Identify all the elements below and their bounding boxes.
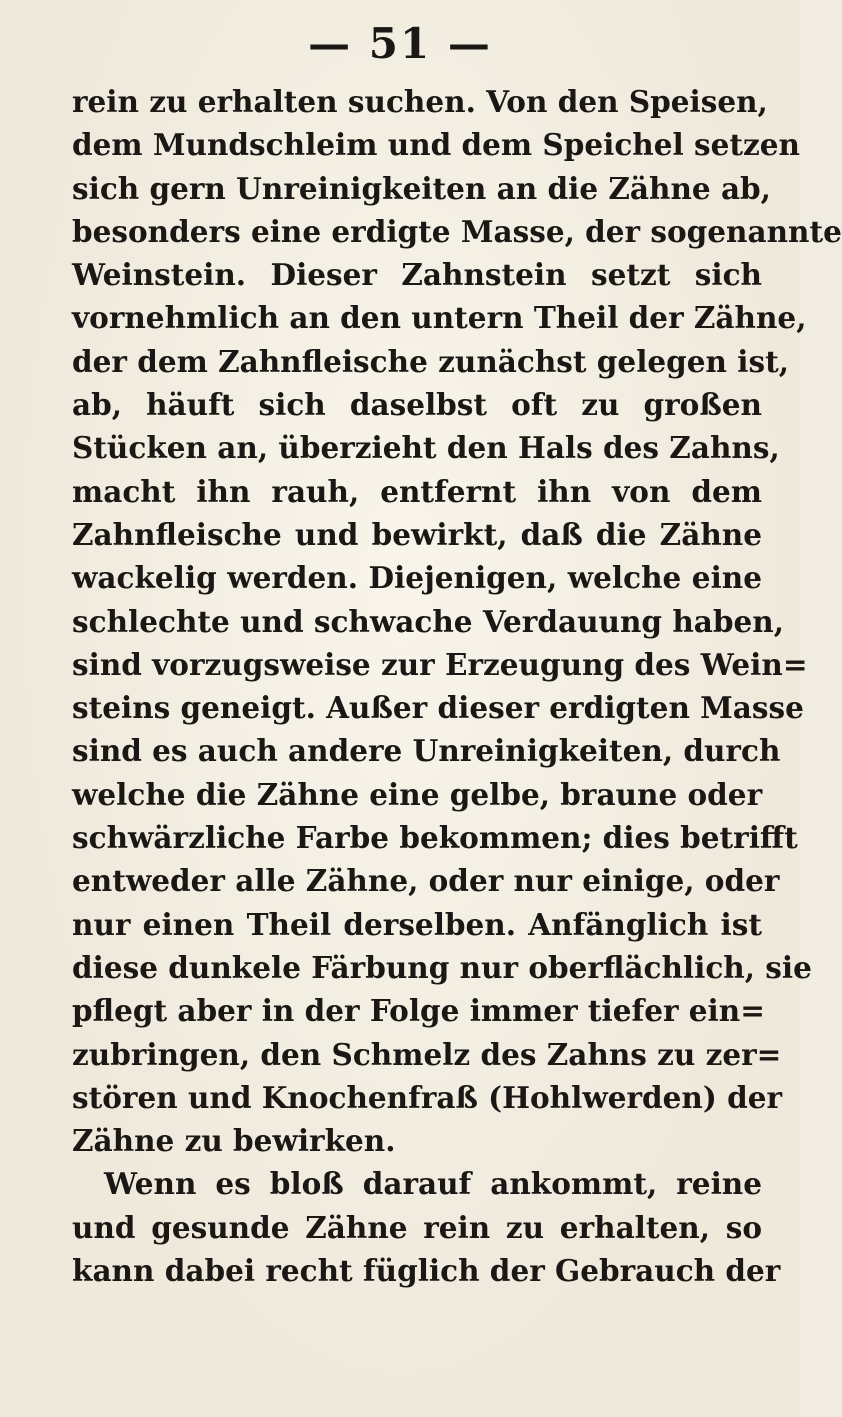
text-line: pflegt aber in der Folge immer tiefer ein= bbox=[72, 993, 765, 1029]
page-number: — 51 — bbox=[308, 19, 492, 68]
text-line: sind es auch andere Unreinigkeiten, durch bbox=[72, 733, 781, 769]
text-line: schlechte und schwache Verdauung haben, bbox=[72, 603, 784, 639]
text-line: und gesunde Zähne rein zu erhalten, so bbox=[72, 1209, 762, 1245]
text-line: Wenn es bloß darauf ankommt, reine bbox=[104, 1166, 762, 1202]
text-line: rein zu erhalten suchen. Von den Speisen, bbox=[72, 84, 768, 119]
text-line: der dem Zahnfleische zunächst gelegen ist, bbox=[72, 343, 789, 379]
text-line: stören und Knochenfraß (Hohlwerden) der bbox=[72, 1079, 783, 1115]
text-line: entweder alle Zähne, oder nur einige, oder bbox=[72, 863, 780, 899]
text-line: dem Mundschleim und dem Speichel setzen bbox=[72, 127, 800, 163]
text-line: ab, häuft sich daselbst oft zu großen bbox=[72, 387, 762, 423]
text-line: vornehmlich an den untern Theil der Zähne, bbox=[72, 300, 807, 336]
text-line: sich gern Unreinigkeiten an die Zähne ab, bbox=[72, 170, 771, 206]
text-line: nur einen Theil derselben. Anfänglich ist bbox=[72, 906, 762, 942]
text-line: Zähne zu bewirken. bbox=[72, 1123, 396, 1159]
text-line: macht ihn rauh, entfernt ihn von dem bbox=[72, 473, 762, 509]
text-line: Weinstein. Dieser Zahnstein setzt sich bbox=[72, 257, 762, 293]
text-line: steins geneigt. Außer dieser erdigten Masse bbox=[72, 690, 804, 726]
text-line: kann dabei recht füglich der Gebrauch der bbox=[72, 1253, 781, 1289]
text-line: Stücken an, überzieht den Hals des Zahns, bbox=[72, 430, 780, 466]
text-line: Zahnfleische und bewirkt, daß die Zähne bbox=[72, 516, 762, 552]
text-line: sind vorzugsweise zur Erzeugung des Wein= bbox=[72, 646, 808, 682]
text-line: diese dunkele Färbung nur oberflächlich, sie bbox=[72, 949, 812, 985]
text-line: welche die Zähne eine gelbe, braune oder bbox=[72, 776, 763, 812]
text-line: besonders eine erdigte Masse, der sogenannte bbox=[72, 213, 842, 249]
text-line: zubringen, den Schmelz des Zahns zu zer= bbox=[72, 1036, 782, 1072]
text-line: schwärzliche Farbe bekommen; dies betrifft bbox=[72, 820, 798, 856]
text-line: wackelig werden. Diejenigen, welche eine bbox=[72, 560, 762, 596]
body-text bbox=[72, 80, 842, 1292]
